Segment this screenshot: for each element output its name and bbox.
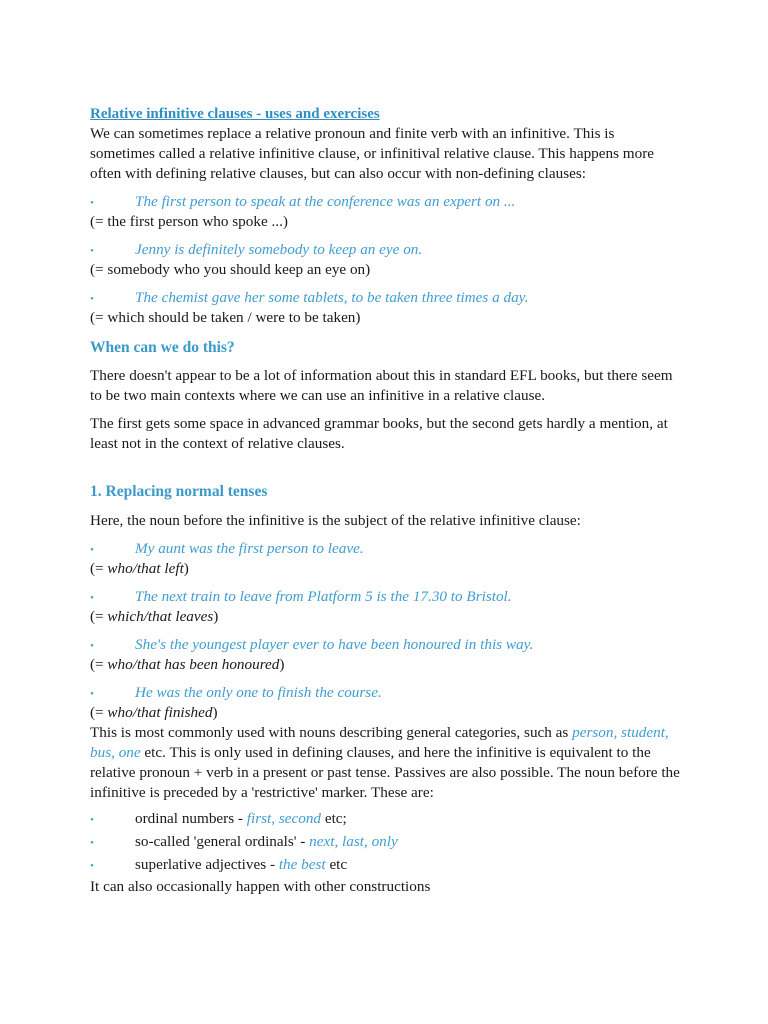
markers-list bbox=[90, 809, 680, 875]
marker-item: • superlative adjectives - the best etc bbox=[90, 855, 680, 875]
example-gloss: (= which should be taken / were to be taken) bbox=[90, 309, 361, 326]
section-1-heading: 1. Replacing normal tenses bbox=[90, 483, 268, 500]
section-1-intro: Here, the noun before the infinitive is the subject of the relative infinitive clause: bbox=[90, 512, 581, 529]
example-gloss: (= who/that left) bbox=[90, 560, 189, 577]
when-paragraph-2: The first gets some space in advanced grammar books, but the second gets hardly a mention, at least not in the context of relative clauses. bbox=[90, 415, 668, 452]
example-gloss: (= the first person who spoke ...) bbox=[90, 213, 288, 230]
example-sentence: • The first person to speak at the conference was an expert on ... bbox=[90, 192, 680, 212]
document-page bbox=[90, 104, 680, 897]
marker-item: • so-called 'general ordinals' - next, last, only bbox=[90, 832, 680, 852]
intro-paragraph: We can sometimes replace a relative pronoun and finite verb with an infinitive. This is sometimes called a relative infinitive clause, or infinitival relative clause. This happens more often with defining relative clauses, but can also occur with non-defining clauses: bbox=[90, 125, 654, 182]
example-sentence: • Jenny is definitely somebody to keep an eye on. bbox=[90, 240, 680, 260]
when-heading: When can we do this? bbox=[90, 339, 235, 356]
example-sentence: • My aunt was the first person to leave. bbox=[90, 539, 680, 559]
marker-item: • ordinal numbers - first, second etc; bbox=[90, 809, 680, 829]
when-paragraph-1: There doesn't appear to be a lot of information about this in standard EFL books, but there seem to be two main contexts where we can use an infinitive in a relative clause. bbox=[90, 367, 673, 404]
example-gloss: (= somebody who you should keep an eye on) bbox=[90, 261, 371, 278]
example-sentence: • The chemist gave her some tablets, to be taken three times a day. bbox=[90, 288, 680, 308]
example-sentence: • The next train to leave from Platform 5 is the 17.30 to Bristol. bbox=[90, 587, 680, 607]
example-gloss: (= who/that has been honoured) bbox=[90, 656, 285, 673]
example-gloss: (= which/that leaves) bbox=[90, 608, 219, 625]
usage-paragraph: This is most commonly used with nouns describing general categories, such as person, student, bus, one etc. This is only used in defining clauses, and here the infinitive is equivalent to the relative pronoun + verb in a present or past tense. Passives are also possible. The noun before the infinitive is preceded by a 'restrictive' marker. These are: bbox=[90, 724, 680, 801]
example-gloss: (= who/that finished) bbox=[90, 704, 218, 721]
example-sentence: • He was the only one to finish the course. bbox=[90, 683, 680, 703]
examples-group-1 bbox=[90, 192, 680, 328]
example-sentence: • She's the youngest player ever to have been honoured in this way. bbox=[90, 635, 680, 655]
examples-group-2 bbox=[90, 539, 680, 723]
page-title[interactable]: Relative infinitive clauses - uses and exercises bbox=[90, 106, 380, 122]
closing-paragraph: It can also occasionally happen with other constructions bbox=[90, 878, 431, 895]
